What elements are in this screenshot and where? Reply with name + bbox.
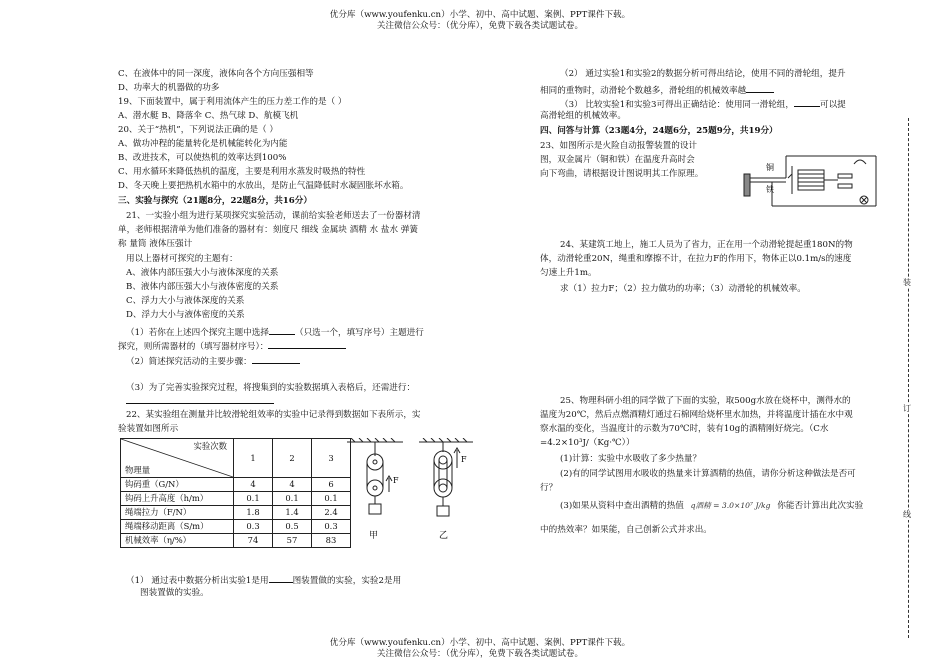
row-label: 机械效率（η/%） bbox=[121, 534, 234, 548]
cell: 0.3 bbox=[234, 520, 273, 534]
q25-line-2: 温度为20℃，然后点燃酒精灯通过石棉网给烧杯里水加热，并将温度计插在水中观 bbox=[540, 410, 853, 420]
q25-part-3-cont: 中的热效率？如果能，自己创新公式并求出。 bbox=[540, 525, 712, 535]
q23-line-2: 图，双金属片（铜和铁）在温度升高时会 bbox=[540, 155, 695, 165]
cell: 0.1 bbox=[234, 492, 273, 506]
cell: 83 bbox=[312, 534, 351, 548]
q22-part-3-cont: 高滑轮组的机械效率。 bbox=[540, 111, 626, 121]
table-row bbox=[121, 478, 351, 492]
q21-part-3: （3）为了完善实验探究过程，将搜集到的实验数据填入表格后，还需进行： bbox=[126, 383, 416, 393]
q24-line-1: 24、某建筑工地上，施工人员为了省力，正在用一个动滑轮提起重180N的物 bbox=[560, 240, 853, 250]
q18-option-d: D、功率大的机器做的功多 bbox=[118, 83, 220, 93]
fire-alarm-diagram bbox=[742, 148, 882, 220]
cell: 6 bbox=[312, 478, 351, 492]
q21-topic-d: D、浮力大小与液体密度的关系 bbox=[126, 310, 245, 320]
q21-topic-a: A、液体内部压强大小与液体深度的关系 bbox=[126, 268, 279, 278]
row-label: 绳端拉力（F/N） bbox=[121, 506, 234, 520]
q20-option-d: D、冬天晚上要把热机水箱中的水放出，是防止气温降低时水凝固胀坏水箱。 bbox=[118, 181, 409, 191]
copper-label: 铜 bbox=[766, 163, 774, 172]
cell: 74 bbox=[234, 534, 273, 548]
q24-line-3: 匀速上升1m。 bbox=[540, 268, 597, 278]
q24-requirements: 求（1）拉力F；（2）拉力做功的功率；（3）动滑轮的机械效率。 bbox=[560, 284, 806, 294]
q23-line-3: 向下弯曲，请根据设计图说明其工作原理。 bbox=[540, 169, 704, 179]
blank-exp1-figure[interactable] bbox=[269, 573, 293, 583]
blank-efficiency-trend[interactable] bbox=[746, 83, 774, 93]
pulley-figure bbox=[345, 438, 475, 548]
table-row bbox=[121, 506, 351, 520]
q18-option-c: C、在液体中的同一深度，液体向各个方向压强相等 bbox=[118, 69, 314, 79]
col-header: 1 bbox=[234, 439, 273, 478]
cell: 0.1 bbox=[312, 492, 351, 506]
table-corner bbox=[121, 439, 234, 478]
table-row bbox=[121, 492, 351, 506]
cell: 0.5 bbox=[273, 520, 312, 534]
q21-line-2: 单，老师根据清单为他们准备的器材有：刻度尺 细线 金属块 酒精 水 盐水 弹簧 bbox=[118, 225, 418, 235]
cell: 1.8 bbox=[234, 506, 273, 520]
q25-line-3: 察水温的变化，当温度计的示数为70℃时，装有10g的酒精刚好烧完。（C水 bbox=[540, 424, 829, 434]
cell: 1.4 bbox=[273, 506, 312, 520]
q21-topic-b: B、液体内部压强大小与液体密度的关系 bbox=[126, 282, 279, 292]
page-footer bbox=[260, 638, 700, 659]
cell: 0.1 bbox=[273, 492, 312, 506]
table-row bbox=[121, 534, 351, 548]
q21-line-3: 称 量筒 液体压强计 bbox=[118, 239, 193, 249]
q20-option-a: A、做功冲程的能量转化是机械能转化为内能 bbox=[118, 139, 288, 149]
cell: 0.3 bbox=[312, 520, 351, 534]
q20-option-c: C、用水循环来降低热机的温度，主要是利用水蒸发时吸热的特性 bbox=[118, 167, 366, 177]
table-row bbox=[121, 520, 351, 534]
col-header: 2 bbox=[273, 439, 312, 478]
q21-part-1: （1）若你在上述四个探究主题中选择 （只选一个，填写序号）主题进行 bbox=[126, 325, 424, 339]
cell: 4 bbox=[273, 478, 312, 492]
q22-part-2-cont: 相同的重物时，动滑轮个数越多，滑轮组的机械效率越 bbox=[540, 83, 774, 97]
corner-top-label: 实验次数 bbox=[193, 441, 227, 451]
q25-part-3: (3)如果从资料中查出酒精的热值 q酒精 = 3.0×10⁷ J/kg 你能否计算出此次实验 bbox=[560, 501, 864, 511]
q22-part-3: （3） 比较实验1和实验3可得出正确结论：使用同一滑轮组， 可以提 bbox=[560, 97, 846, 111]
q21-topics-intro: 用以上器材可探究的主题有： bbox=[126, 254, 238, 264]
footer-line-2: 关注微信公众号：（优分库），免费下载各类试题试卷。 bbox=[376, 648, 584, 659]
q22-part-2: （2） 通过实验1和实验2的数据分析可得出结论，使用不同的滑轮组，提升 bbox=[560, 69, 846, 79]
corner-bottom-label: 物理量 bbox=[125, 464, 151, 475]
q25-part-2-cont: 行？ bbox=[540, 483, 558, 493]
q20-option-b: B、改进技术，可以使热机的效率达到100% bbox=[118, 153, 287, 163]
cell: 2.4 bbox=[312, 506, 351, 520]
col-header: 3 bbox=[312, 439, 351, 478]
q21-line-1: 21、一实验小组为进行某项探究实验活动，课前给实验老师送去了一份器材清 bbox=[126, 211, 421, 221]
row-label: 绳端移动距离（S/m） bbox=[121, 520, 234, 534]
header-line-2: 关注微信公众号：（优分库），免费下载各类试题试卷。 bbox=[376, 20, 584, 31]
q25-part-2: (2)有的同学试图用水吸收的热量来计算酒精的热值，请你分析这种做法是否可 bbox=[560, 469, 856, 479]
cell: 4 bbox=[234, 478, 273, 492]
q23-line-1: 23、如图所示是火险自动报警装置的设计 bbox=[540, 141, 698, 151]
q22-part-1: （1） 通过表中数据分析出实验1是用 图装置做的实验，实验2是用 bbox=[126, 573, 401, 587]
pulley-data-table bbox=[120, 438, 351, 548]
q21-part-2: （2）简述探究活动的主要步骤： bbox=[126, 354, 300, 368]
q22-line-2: 验装置如图所示 bbox=[118, 424, 179, 434]
heat-value-formula: q酒精 = 3.0×10⁷ J/kg bbox=[690, 501, 771, 510]
blank-equipment[interactable] bbox=[268, 339, 346, 349]
row-label: 钩码重（G/N） bbox=[121, 478, 234, 492]
blank-improve-method[interactable] bbox=[794, 97, 820, 107]
blank-steps[interactable] bbox=[252, 354, 300, 364]
figure-label-jia: 甲 bbox=[369, 531, 379, 541]
question-19: 19、下面装置中，属于利用流体产生的压力差工作的是（ ） bbox=[118, 97, 347, 107]
q24-line-2: 体，动滑轮重20N，绳重和摩擦不计，在拉力F的作用下，物体正以0.1m/s的速度 bbox=[540, 254, 852, 264]
page-header bbox=[260, 10, 700, 31]
q21-part-3-answer bbox=[126, 394, 274, 408]
binding-line bbox=[908, 118, 909, 638]
binding-char-ding: 订 bbox=[903, 404, 911, 413]
q25-part-1: (1)计算：实验中水吸收了多少热量？ bbox=[560, 454, 702, 464]
q22-line-1: 22、某实验组在测量并比较滑轮组效率的实验中记录得到数据如下表所示，实 bbox=[126, 410, 421, 420]
blank-topic[interactable] bbox=[269, 325, 295, 335]
q25-line-1: 25、物理科研小组的同学做了下面的实验，取500g水放在烧杯中，测得水的 bbox=[560, 396, 851, 406]
q22-part-1-cont: 图装置做的实验。 bbox=[140, 588, 209, 598]
iron-label: 铁 bbox=[766, 185, 774, 194]
q21-part-1-cont: 探究，则所需器材的（填写器材序号）： bbox=[118, 339, 346, 353]
binding-char-xian: 线 bbox=[903, 510, 911, 519]
section-4-heading: 四、问答与计算（23题4分，24题6分，25题9分，共19分） bbox=[540, 126, 778, 136]
binding-char-zhuang: 装 bbox=[903, 278, 911, 287]
figure-label-yi: 乙 bbox=[439, 531, 449, 541]
header-line-1: 优分库（www.youfenku.cn）小学、初中、高中试题、案例、PPT课件下载。 bbox=[329, 10, 631, 20]
footer-line-1: 优分库（www.youfenku.cn）小学、初中、高中试题、案例、PPT课件下载。 bbox=[329, 638, 631, 648]
blank-further-work[interactable] bbox=[126, 394, 274, 404]
cell: 57 bbox=[273, 534, 312, 548]
row-label: 钩码上升高度（h/m） bbox=[121, 492, 234, 506]
q25-line-4: =4.2×10³J/（Kg·℃）） bbox=[540, 438, 635, 448]
force-label-jia: F bbox=[393, 476, 399, 485]
question-20: 20、关于“热机”，下列说法正确的是（ ） bbox=[118, 125, 278, 135]
section-3-heading: 三、实验与探究（21题8分，22题8分，共16分） bbox=[118, 196, 312, 206]
q21-topic-c: C、浮力大小与液体深度的关系 bbox=[126, 296, 245, 306]
question-19-options: A、潜水艇 B、降落伞 C、热气球 D、航模飞机 bbox=[118, 111, 299, 121]
force-label-yi: F bbox=[461, 455, 467, 464]
